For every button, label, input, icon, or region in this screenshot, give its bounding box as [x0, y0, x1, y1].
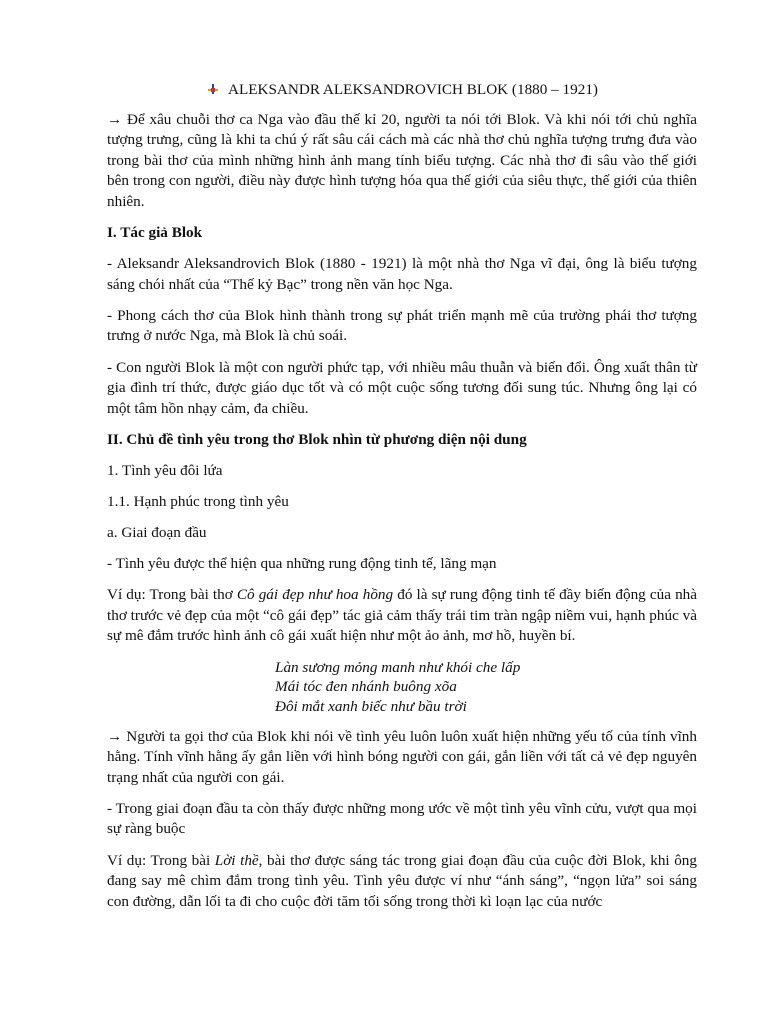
subsection-a-paragraph-2: - Trong giai đoạn đầu ta còn thấy được những mong ước về một tình yêu vĩnh cửu, vượt qua mọi sự ràng buộc [107, 799, 697, 838]
section-1-heading: I. Tác giả Blok [107, 224, 203, 242]
example-2-text: , bài thơ được sáng tác trong giai đoạn đầu của cuộc đời Blok, khi ông đang say mê chìm đắm trong tình yêu. Tình yêu được ví như “ánh sáng”, “ngọn lửa” soi sáng con đường, dẫn lối ta đi cho cuộc đời tăm tối sống trong thời kì loạn lạc của nước [107, 851, 697, 910]
poem-line-2: Mái tóc đen nhánh buông xõa [275, 678, 457, 696]
subsection-1-1-heading: 1.1. Hạnh phúc trong tình yêu [107, 493, 289, 510]
document-title: ALEKSANDR ALEKSANDROVICH BLOK (1880 – 1921) [228, 81, 598, 98]
example-2-poem-title: Lời thề [214, 851, 259, 869]
subsection-a-heading: a. Giai đoạn đầu [107, 524, 207, 542]
document-title-line [107, 80, 697, 101]
section-1-paragraph-1: - Aleksandr Aleksandrovich Blok (1880 - 1921) là một nhà thơ Nga vĩ đại, ông là biểu tượng sáng chói nhất của “Thế kỷ Bạc” trong nền văn học Nga. [107, 255, 697, 293]
subsection-a-paragraph-1: - Tình yêu được thể hiện qua những rung động tinh tế, lãng mạn [107, 555, 497, 573]
section-2-heading: II. Chủ đề tình yêu trong thơ Blok nhìn từ phương diện nội dung [107, 430, 527, 448]
subsection-1-heading: 1. Tình yêu đôi lứa [107, 461, 223, 479]
example-2-prefix: Ví dụ: Trong bài [107, 851, 215, 869]
intro-paragraph: → Để xâu chuỗi thơ ca Nga vào đầu thế kỉ 20, người ta nói tới Blok. Và khi nói tới chủ nghĩa tượng trưng, cũng là khi ta chú ý rất sâu cái cách mà các nhà thơ chủ nghĩa tượng trưng đưa vào trong bài thơ của mình những hình ảnh mang tính biểu tượng. Các nhà thơ đi sâu vào thế giới bên trong con người, điều này được hình tượng hóa qua thế giới của siêu thực, thế giới của thiên nhiên. [107, 110, 697, 210]
four-color-diamond-bullet-icon [206, 83, 220, 95]
poem-line-3: Đôi mắt xanh biếc như bầu trời [275, 697, 467, 715]
poem-quote [275, 658, 697, 717]
poem-line-1: Làn sương mỏng manh như khói che lấp [275, 658, 521, 676]
document-page [107, 80, 697, 923]
example-2-paragraph [107, 851, 697, 913]
section-1-paragraph-2: - Phong cách thơ của Blok hình thành trong sự phát triển mạnh mẽ của trường phái thơ tượng trưng ở nước Nga, mà Blok là chủ soái. [107, 306, 697, 345]
after-poem-paragraph: → Người ta gọi thơ của Blok khi nói về tình yêu luôn luôn xuất hiện những yếu tố của tính vĩnh hằng. Tính vĩnh hằng ấy gắn liền với hình bóng người con gái, gắn liền với tất cả vẻ đẹp nguyên trạng nhất của người con gái. [107, 727, 697, 786]
example-1-paragraph [107, 585, 697, 647]
example-1-poem-title: Cô gái đẹp như hoa hồng [236, 586, 394, 604]
example-1-text: đó là sự rung động tinh tế đầy biến động của nhà thơ trước vẻ đẹp của một “cô gái đẹp” tác giả cảm thấy trái tim tràn ngập niềm vui, hạnh phúc và sự mê đắm trước hình ảnh cô gái xuất hiện như một ảo ảnh, mơ hồ, huyền bí. [107, 586, 697, 645]
section-1-paragraph-3: - Con người Blok là một con người phức tạp, với nhiều mâu thuẫn và biến đổi. Ông xuất thân từ gia đình trí thức, được giáo dục tốt và có một cuộc sống tương đối sung túc. Nhưng ông lại có một tâm hồn nhạy cảm, đa chiều. [107, 358, 697, 417]
example-1-prefix: Ví dụ: Trong bài thơ [107, 586, 237, 604]
